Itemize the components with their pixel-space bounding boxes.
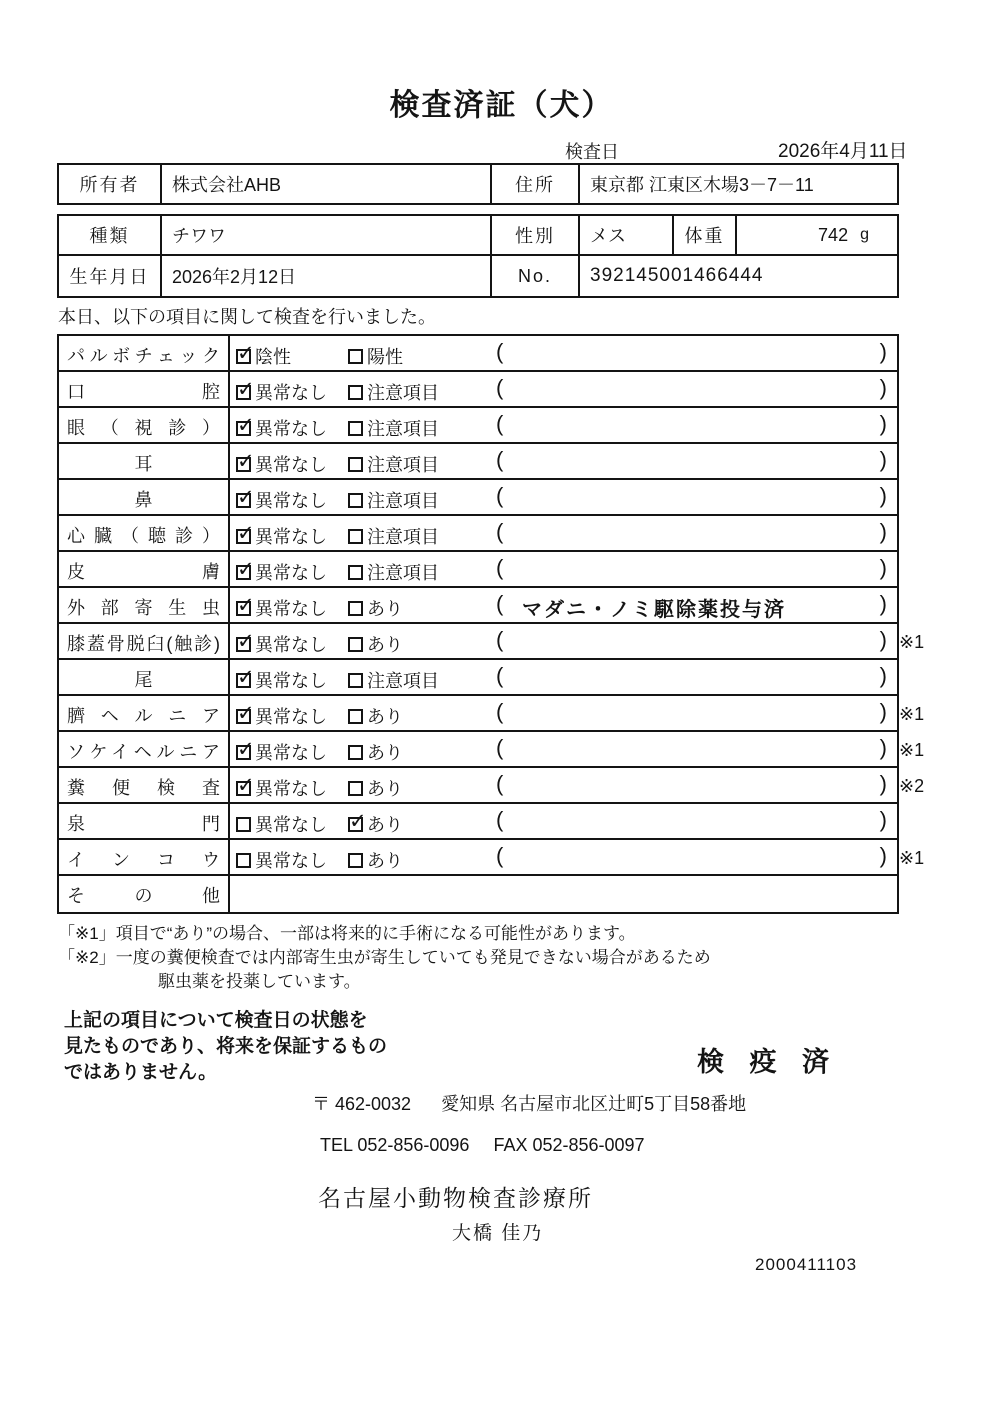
inspection-item-label: 尾: [59, 660, 230, 694]
option-1: [236, 415, 327, 441]
inspection-row: [59, 660, 897, 696]
inspection-row: [59, 516, 897, 552]
paren-close-icon: ): [879, 483, 887, 508]
inspection-row: [59, 588, 897, 624]
inspection-item-label: 耳: [59, 444, 230, 478]
footnote-marker: ※1: [899, 704, 925, 724]
option-1: [236, 487, 327, 513]
owner-address: 東京都 江東区木場3－7－11: [590, 175, 814, 195]
footnote-marker: ※1: [899, 848, 925, 868]
option-2-label: 注意項目: [367, 527, 439, 547]
inspection-item-label: パルボチェック: [59, 336, 230, 370]
checkbox-option-2[interactable]: [348, 385, 363, 400]
paren-open-icon: (: [496, 699, 504, 724]
inspection-row: [59, 768, 925, 804]
footnote-marker: ※1: [899, 740, 925, 760]
footnote-marker: ※2: [899, 776, 925, 796]
page-title: 検査済証（犬）: [389, 89, 614, 122]
option-1-label: 異常なし: [255, 527, 327, 547]
checkbox-option-1[interactable]: [236, 709, 251, 724]
inspection-item-label: 糞便検査: [59, 768, 230, 802]
checkbox-option-1[interactable]: [236, 349, 251, 364]
inspection-item-label: インコウ: [59, 840, 230, 874]
checkbox-option-2[interactable]: [348, 529, 363, 544]
option-1: [236, 595, 327, 621]
option-2-label: 注意項目: [367, 383, 439, 403]
inspection-item-content: [230, 336, 897, 370]
checkbox-option-1[interactable]: [236, 853, 251, 868]
option-2: [348, 523, 439, 549]
checkbox-option-2[interactable]: [348, 817, 363, 832]
owner-table: [57, 163, 899, 205]
sex-label: 性別: [492, 216, 580, 254]
weight-label: 体重: [674, 216, 737, 254]
paren-open-icon: (: [496, 843, 504, 868]
checkbox-option-1[interactable]: [236, 745, 251, 760]
option-2-label: あり: [367, 851, 403, 871]
option-2-label: 陽性: [367, 347, 403, 367]
option-2: [348, 811, 403, 837]
option-2: [348, 487, 439, 513]
paren-open-icon: (: [496, 807, 504, 832]
checkbox-option-2[interactable]: [348, 637, 363, 652]
option-2-label: 注意項目: [367, 491, 439, 511]
checkbox-option-2[interactable]: [348, 457, 363, 472]
option-1: [236, 451, 327, 477]
option-1: [236, 379, 327, 405]
weight-unit: g: [860, 226, 869, 243]
paren-open-icon: (: [496, 483, 504, 508]
paren-open-icon: (: [496, 771, 504, 796]
paren-close-icon: ): [879, 699, 887, 724]
footnote-marker: ※1: [899, 632, 925, 652]
inspection-item-label: 皮膚: [59, 552, 230, 586]
inspection-row: [59, 480, 897, 516]
option-1-label: 異常なし: [255, 419, 327, 439]
checkbox-option-2[interactable]: [348, 853, 363, 868]
paren-close-icon: ): [879, 375, 887, 400]
option-2-label: あり: [367, 815, 403, 835]
option-2: [348, 739, 403, 765]
inspection-item-label: 泉門: [59, 804, 230, 838]
paren-close-icon: ): [879, 735, 887, 760]
intro-text: 本日、以下の項目に関して検査を行いました。: [58, 307, 436, 327]
option-1: [236, 739, 327, 765]
paren-open-icon: (: [496, 627, 504, 652]
disclaimer: [64, 1008, 387, 1086]
paren-close-icon: ): [879, 843, 887, 868]
checkbox-option-2[interactable]: [348, 745, 363, 760]
number-label: No.: [492, 256, 580, 296]
inspection-item-content: [230, 624, 897, 658]
weight-value: 742: [818, 224, 849, 245]
animal-table: [57, 214, 899, 298]
inspection-note: マダニ・ノミ駆除薬投与済: [522, 599, 786, 621]
option-2-label: あり: [367, 599, 403, 619]
inspection-item-content: [230, 552, 897, 586]
breed-label: 種類: [59, 216, 162, 254]
veterinarian-name: 大橋 佳乃: [452, 1223, 544, 1244]
inspection-item-content: [230, 444, 897, 478]
checkbox-option-1[interactable]: [236, 817, 251, 832]
number-value: 392145001466444: [590, 265, 764, 286]
option-1: [236, 775, 327, 801]
paren-open-icon: (: [496, 411, 504, 436]
checkbox-option-1[interactable]: [236, 529, 251, 544]
inspection-items-table: [57, 334, 925, 914]
checkbox-option-2[interactable]: [348, 601, 363, 616]
option-1-label: 異常なし: [255, 599, 327, 619]
paren-close-icon: ): [879, 555, 887, 580]
paren-open-icon: (: [496, 591, 504, 616]
paren-open-icon: (: [496, 339, 504, 364]
breed-value: チワワ: [162, 216, 492, 254]
inspection-item-label: 臍ヘルニア: [59, 696, 230, 730]
option-2: [348, 451, 439, 477]
option-1-label: 異常なし: [255, 851, 327, 871]
option-2-label: あり: [367, 743, 403, 763]
footnote-2-continued: 駆虫薬を投薬しています。: [158, 972, 361, 991]
option-1: [236, 559, 327, 585]
option-2-label: あり: [367, 707, 403, 727]
checkbox-option-1[interactable]: [236, 565, 251, 580]
inspection-item-content: [230, 876, 897, 912]
option-1: [236, 811, 327, 837]
option-2-label: 注意項目: [367, 563, 439, 583]
checkbox-option-1[interactable]: [236, 457, 251, 472]
option-1: [236, 703, 327, 729]
inspection-item-label: その他: [59, 876, 230, 912]
inspection-item-content: [230, 408, 897, 442]
option-1-label: 異常なし: [255, 491, 327, 511]
clinic-name: 名古屋小動物検査診療所: [318, 1185, 593, 1211]
checkbox-option-2[interactable]: [348, 421, 363, 436]
checkbox-option-2[interactable]: [348, 349, 363, 364]
option-2-label: 注意項目: [367, 419, 439, 439]
animal-row-2: [59, 256, 897, 296]
inspection-row: [59, 840, 925, 876]
inspection-item-label: 口腔: [59, 372, 230, 406]
option-2: [348, 847, 403, 873]
inspection-item-content: [230, 732, 897, 766]
checkbox-option-2[interactable]: [348, 709, 363, 724]
paren-open-icon: (: [496, 735, 504, 760]
paren-close-icon: ): [879, 627, 887, 652]
inspection-date-label: 検査日: [565, 142, 619, 162]
inspection-row: [59, 552, 897, 588]
option-2-label: あり: [367, 635, 403, 655]
paren-close-icon: ): [879, 771, 887, 796]
option-1-label: 異常なし: [255, 815, 327, 835]
clinic-address: 愛知県 名古屋市北区辻町5丁目58番地: [441, 1094, 747, 1114]
birthdate-label: 生年月日: [59, 256, 162, 296]
option-1-label: 異常なし: [255, 383, 327, 403]
paren-close-icon: ): [879, 807, 887, 832]
option-2: [348, 595, 403, 621]
paren-close-icon: ): [879, 411, 887, 436]
option-1: [236, 523, 327, 549]
inspection-item-content: [230, 696, 897, 730]
inspection-item-content: [230, 804, 897, 838]
paren-open-icon: (: [496, 447, 504, 472]
sex-value: メス: [580, 216, 674, 254]
owner-label: 所有者: [59, 165, 162, 203]
checkbox-option-2[interactable]: [348, 565, 363, 580]
inspection-row: [59, 804, 897, 840]
checkbox-option-1[interactable]: [236, 781, 251, 796]
inspection-row: [59, 336, 897, 372]
disclaimer-line-3: ではありません。: [64, 1062, 218, 1083]
option-2: [348, 703, 403, 729]
inspection-item-label: 心臓（聴診）: [59, 516, 230, 550]
birthdate-value: 2026年2月12日: [162, 256, 492, 296]
option-2-label: 注意項目: [367, 455, 439, 475]
option-1-label: 異常なし: [255, 635, 327, 655]
option-1-label: 異常なし: [255, 455, 327, 475]
option-1: [236, 847, 327, 873]
inspection-item-label: 膝蓋骨脱臼(触診): [59, 624, 230, 658]
option-1-label: 異常なし: [255, 779, 327, 799]
inspection-item-label: 眼（視診）: [59, 408, 230, 442]
inspection-item-content: [230, 660, 897, 694]
inspection-item-content: [230, 768, 897, 802]
option-2: [348, 343, 403, 369]
quarantine-stamp: 検 疫 済: [697, 1047, 839, 1077]
paren-open-icon: (: [496, 375, 504, 400]
option-2-label: 注意項目: [367, 671, 439, 691]
option-2: [348, 379, 439, 405]
checkbox-option-1[interactable]: [236, 637, 251, 652]
inspection-item-content: [230, 372, 897, 406]
checkbox-option-2[interactable]: [348, 673, 363, 688]
inspection-row: [59, 444, 897, 480]
disclaimer-line-1: 上記の項目について検査日の状態を: [64, 1010, 368, 1031]
option-1-label: 異常なし: [255, 743, 327, 763]
option-2: [348, 775, 403, 801]
option-1: [236, 667, 327, 693]
option-2: [348, 631, 403, 657]
checkbox-option-1[interactable]: [236, 493, 251, 508]
inspection-item-content: [230, 588, 897, 622]
footnotes: [58, 922, 711, 994]
option-1: [236, 631, 327, 657]
inspection-item-content: [230, 840, 897, 874]
option-1-label: 陰性: [255, 347, 291, 367]
paren-close-icon: ): [879, 519, 887, 544]
inspection-item-label: ソケイヘルニア: [59, 732, 230, 766]
footnote-2: 「※2」一度の糞便検査では内部寄生虫が寄生していても発見できない場合があるため: [58, 948, 711, 967]
checkbox-option-1[interactable]: [236, 673, 251, 688]
checkbox-option-1[interactable]: [236, 601, 251, 616]
inspection-row: [59, 732, 925, 768]
option-1: [236, 343, 291, 369]
clinic-contact-row: [320, 1135, 645, 1156]
owner-row: [59, 165, 897, 203]
option-1-label: 異常なし: [255, 707, 327, 727]
postal-code: 〒 462-0032: [312, 1094, 412, 1114]
checkbox-option-1[interactable]: [236, 385, 251, 400]
option-2: [348, 559, 439, 585]
option-2: [348, 415, 439, 441]
clinic-tel: TEL 052-856-0096: [320, 1135, 470, 1155]
option-2-label: あり: [367, 779, 403, 799]
inspection-row: [59, 696, 925, 732]
option-1-label: 異常なし: [255, 671, 327, 691]
paren-open-icon: (: [496, 663, 504, 688]
inspection-row: [59, 372, 897, 408]
inspection-row: [59, 876, 897, 912]
paren-open-icon: (: [496, 519, 504, 544]
paren-close-icon: ): [879, 591, 887, 616]
checkbox-option-2[interactable]: [348, 493, 363, 508]
document-number: 2000411103: [755, 1255, 858, 1274]
inspection-date-value: 2026年4月11日: [778, 141, 908, 162]
paren-close-icon: ): [879, 339, 887, 364]
clinic-postal-row: [312, 1090, 746, 1116]
option-1-label: 異常なし: [255, 563, 327, 583]
inspection-row: [59, 624, 925, 660]
animal-row-1: [59, 216, 897, 256]
inspection-item-label: 鼻: [59, 480, 230, 514]
inspection-item-content: [230, 480, 897, 514]
owner-name: 株式会社AHB: [162, 165, 492, 203]
inspection-row: [59, 408, 897, 444]
disclaimer-line-2: 見たものであり、将来を保証するもの: [64, 1036, 388, 1057]
checkbox-option-1[interactable]: [236, 421, 251, 436]
weight-cell: [737, 216, 897, 254]
inspection-item-content: [230, 516, 897, 550]
paren-close-icon: ): [879, 663, 887, 688]
clinic-fax: FAX 052-856-0097: [493, 1135, 645, 1155]
paren-close-icon: ): [879, 447, 887, 472]
footnote-1: 「※1」項目で“あり”の場合、一部は将来的に手術になる可能性があります。: [58, 924, 636, 943]
option-2: [348, 667, 439, 693]
address-label: 住所: [492, 165, 580, 203]
paren-open-icon: (: [496, 555, 504, 580]
checkbox-option-2[interactable]: [348, 781, 363, 796]
inspection-item-label: 外部寄生虫: [59, 588, 230, 622]
